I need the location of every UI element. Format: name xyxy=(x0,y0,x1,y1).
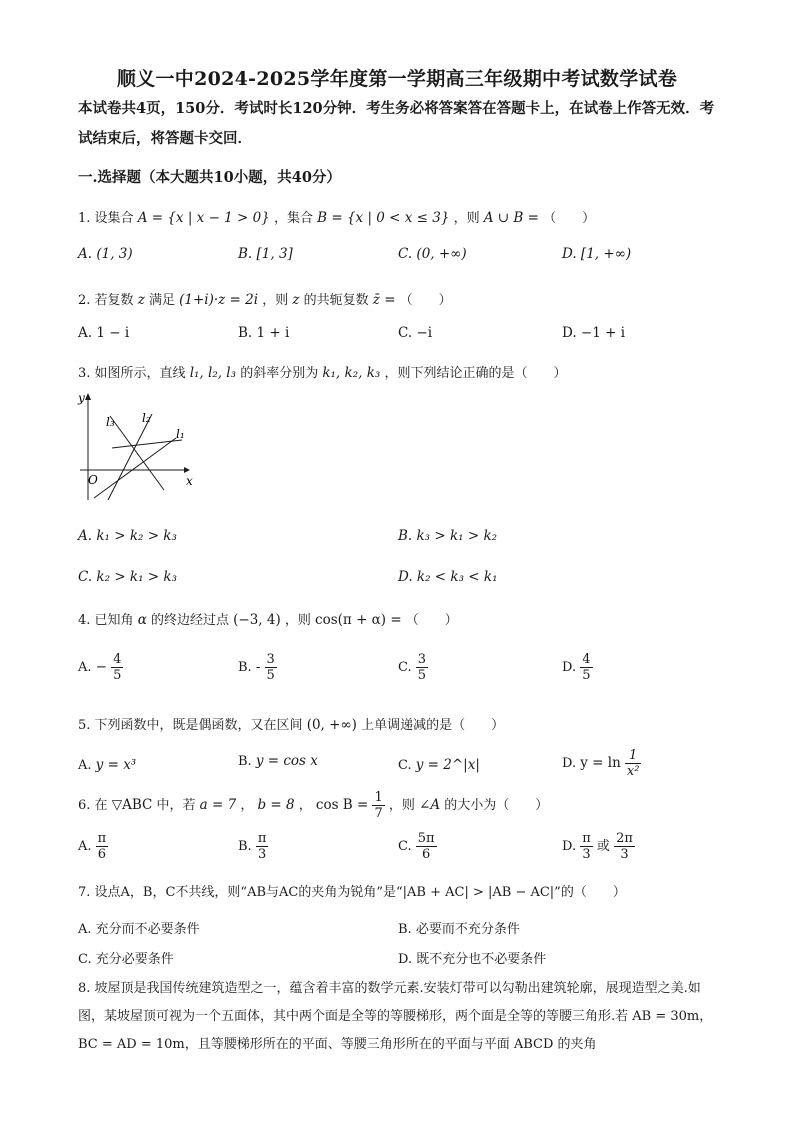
x-axis-arrow-icon xyxy=(184,467,190,473)
numerator: π xyxy=(582,831,591,846)
option-label: B. xyxy=(238,754,252,769)
option-formula: y = x³ xyxy=(95,757,137,773)
q1-text: ，则 xyxy=(453,211,480,226)
question-2-stem xyxy=(78,289,452,308)
q4-option-b[interactable] xyxy=(238,652,277,683)
x-axis-label: x xyxy=(186,474,193,488)
q4-option-d[interactable] xyxy=(562,652,593,683)
q4-point: (−3, 4) xyxy=(233,612,281,628)
label-l2: l₂ xyxy=(142,411,151,425)
q1-option-b[interactable]: B. [1, 3] xyxy=(238,246,293,262)
section-heading: 一.选择题（本大题共10小题，共40分） xyxy=(78,169,341,186)
answer-blank: （ ） xyxy=(405,613,458,628)
q1-option-a[interactable]: A. (1, 3) xyxy=(78,246,133,262)
q2-text: 满足 xyxy=(148,293,175,308)
q2-variable: z xyxy=(137,292,145,308)
option-label: A. xyxy=(78,758,92,773)
q4-angle: α xyxy=(137,612,147,628)
denominator: 5 xyxy=(417,668,427,683)
q2-option-a[interactable]: A. 1 − i xyxy=(78,325,130,341)
question-7-stem: 7. 设点A，B，C不共线，则“AB与AC的夹角为锐角”是“|AB + AC| > |AB − AC|”的（ ） xyxy=(78,885,626,900)
numerator: π xyxy=(257,831,267,846)
q1-option-c[interactable]: C. (0, +∞) xyxy=(398,246,467,262)
q1-text: 1. 设集合 xyxy=(78,211,134,226)
denominator: 3 xyxy=(582,847,591,862)
q5-interval: (0, +∞) xyxy=(306,717,357,733)
q7-option-a[interactable]: A. 充分而不必要条件 xyxy=(78,922,200,937)
q7-option-b[interactable]: B. 必要而不充分条件 xyxy=(398,922,520,937)
numerator: 1 xyxy=(374,790,383,805)
q1-text: ，集合 xyxy=(273,211,313,226)
q6-text: 的大小为（ ） xyxy=(444,798,549,813)
q6-triangle: ▽ABC xyxy=(111,797,153,813)
q4-text: 4. 已知角 xyxy=(78,613,134,628)
option-label: B. xyxy=(238,660,252,675)
q4-option-a[interactable] xyxy=(78,652,123,683)
option-label: C. xyxy=(398,660,412,675)
q2-option-c[interactable]: C. −i xyxy=(398,325,433,341)
q6-side-a: a = 7 xyxy=(199,797,237,813)
q3-option-b[interactable]: B. k₃ > k₁ > k₂ xyxy=(398,528,498,544)
page-title: 顺义一中2024-2025学年度第一学期高三年级期中考试数学试卷 xyxy=(116,68,678,90)
q6-text: ，则 xyxy=(388,798,415,813)
q2-variable: z xyxy=(292,292,300,308)
question-1-stem xyxy=(78,207,595,226)
option-label: D. xyxy=(562,756,577,771)
q6-side-b: b = 8 xyxy=(257,797,295,813)
q4-option-c[interactable] xyxy=(398,652,428,683)
q5-option-d[interactable] xyxy=(562,748,641,779)
numerator: 2π xyxy=(616,831,633,846)
q6-option-d[interactable] xyxy=(562,831,635,862)
numerator: 1 xyxy=(625,748,642,764)
option-label: D. xyxy=(562,660,577,675)
question-4-stem xyxy=(78,609,458,628)
option-label: A. xyxy=(78,660,92,675)
denominator: 6 xyxy=(422,847,431,862)
option-label: A. xyxy=(78,839,92,854)
q1-expression: A ∪ B = xyxy=(483,210,539,226)
numerator: 3 xyxy=(417,652,427,667)
option-sign: - xyxy=(255,659,261,675)
q6-option-a[interactable] xyxy=(78,831,108,862)
q3-option-a[interactable]: A. k₁ > k₂ > k₃ xyxy=(78,528,177,544)
option-label: C. xyxy=(398,758,412,773)
denominator: 5 xyxy=(582,668,591,683)
q5-option-c[interactable] xyxy=(398,757,480,773)
q5-option-a[interactable] xyxy=(78,757,136,773)
q6-option-b[interactable] xyxy=(238,831,268,862)
q2-text: ，则 xyxy=(262,293,289,308)
question-8-stem: 8. 坡屋顶是我国传统建筑造型之一，蕴含着丰富的数学元素.安装灯带可以勾勒出建筑轮廓，展现造型之美.如图，某坡屋顶可视为一个五面体，其中两个面是全等的等腰梯形，两个面是全等的等腰三角形.若 AB = 30m，BC = AD = 10m，且等腰梯形所在的平面、等腰三角形所在的平面与平面 ABCD 的夹角 xyxy=(78,981,713,1052)
denominator: 7 xyxy=(374,806,383,821)
q3-option-d[interactable]: D. k₂ < k₃ < k₁ xyxy=(398,569,498,585)
q3-slopes: k₁, k₂, k₃ xyxy=(322,365,381,381)
denominator: 3 xyxy=(620,847,629,862)
q5-text: 上单调递减的是（ ） xyxy=(361,718,505,733)
q3-text: ，则下列结论正确的是（ ） xyxy=(384,366,567,381)
q7-option-d[interactable]: D. 既不充分也不必要条件 xyxy=(398,952,547,967)
label-l1: l₁ xyxy=(176,427,185,441)
q6-option-c[interactable] xyxy=(398,831,437,862)
q4-text: ，则 xyxy=(284,613,311,628)
denominator: 5 xyxy=(266,668,275,683)
q6-text: 6. 在 xyxy=(78,798,108,813)
q3-lines: l₁, l₂, l₃ xyxy=(189,365,237,381)
q7-option-c[interactable]: C. 充分必要条件 xyxy=(78,952,174,967)
answer-blank: （ ） xyxy=(543,211,596,226)
option-formula: y = ln xyxy=(580,755,621,771)
q1-set-a: A = {x | x − 1 > 0} xyxy=(137,210,270,226)
q2-text: 的共轭复数 xyxy=(303,293,369,308)
denominator: 6 xyxy=(97,847,107,862)
q4-expression: cos(π + α) = xyxy=(315,612,402,628)
numerator: 4 xyxy=(113,652,122,667)
label-l3: l₃ xyxy=(106,415,115,429)
option-sign: − xyxy=(95,659,107,675)
q2-option-b[interactable]: B. 1 + i xyxy=(238,325,290,341)
q3-text: 3. 如图所示，直线 xyxy=(78,366,186,381)
numerator: 3 xyxy=(266,652,275,667)
option-label: B. xyxy=(238,839,252,854)
option-formula: y = cos x xyxy=(255,753,318,769)
exam-instructions: 本试卷共4页，150分．考试时长120分钟．考生务必将答案答在答题卡上，在试卷上作答无效．考试结束后，将答题卡交回． xyxy=(78,100,715,147)
q2-equation: (1+i)·z = 2i xyxy=(179,292,259,308)
q1-option-d[interactable]: D. [1, +∞) xyxy=(562,246,632,262)
answer-blank: （ ） xyxy=(399,293,452,308)
question-5-stem xyxy=(78,714,504,733)
q5-option-b[interactable] xyxy=(238,753,318,769)
denominator: 5 xyxy=(113,668,122,683)
numerator: 5π xyxy=(417,831,435,846)
q2-option-d[interactable]: D. −1 + i xyxy=(562,325,626,341)
numerator: π xyxy=(97,831,107,846)
option-label: D. xyxy=(562,839,577,854)
q1-set-b: B = {x | 0 < x ≤ 3} xyxy=(317,210,450,226)
option-formula: y = 2^|x| xyxy=(415,757,480,773)
question-6-stem xyxy=(78,790,548,821)
option-connector: 或 xyxy=(596,839,610,854)
q3-text: 的斜率分别为 xyxy=(240,366,319,381)
q3-option-c[interactable]: C. k₂ > k₁ > k₃ xyxy=(78,569,177,585)
numerator: 4 xyxy=(582,652,591,667)
option-label: C. xyxy=(398,839,412,854)
q6-angle: ∠A xyxy=(419,797,441,813)
y-axis-arrow-icon xyxy=(85,393,91,400)
q6-text: ， xyxy=(240,798,254,813)
denominator: x² xyxy=(626,764,640,779)
q6-text: 中，若 xyxy=(156,798,196,813)
q2-conjugate: z̄ = xyxy=(372,292,396,308)
q4-text: 的终边经过点 xyxy=(150,613,229,628)
q3-figure xyxy=(72,388,197,506)
question-3-stem xyxy=(78,362,566,381)
origin-label: O xyxy=(88,473,98,487)
y-axis-label: y xyxy=(78,391,85,405)
q5-text: 5. 下列函数中，既是偶函数，又在区间 xyxy=(78,718,303,733)
denominator: 3 xyxy=(257,847,267,862)
q2-text: 2. 若复数 xyxy=(78,293,134,308)
q6-cos: cos B = xyxy=(315,797,369,813)
q6-text: ， xyxy=(298,798,312,813)
